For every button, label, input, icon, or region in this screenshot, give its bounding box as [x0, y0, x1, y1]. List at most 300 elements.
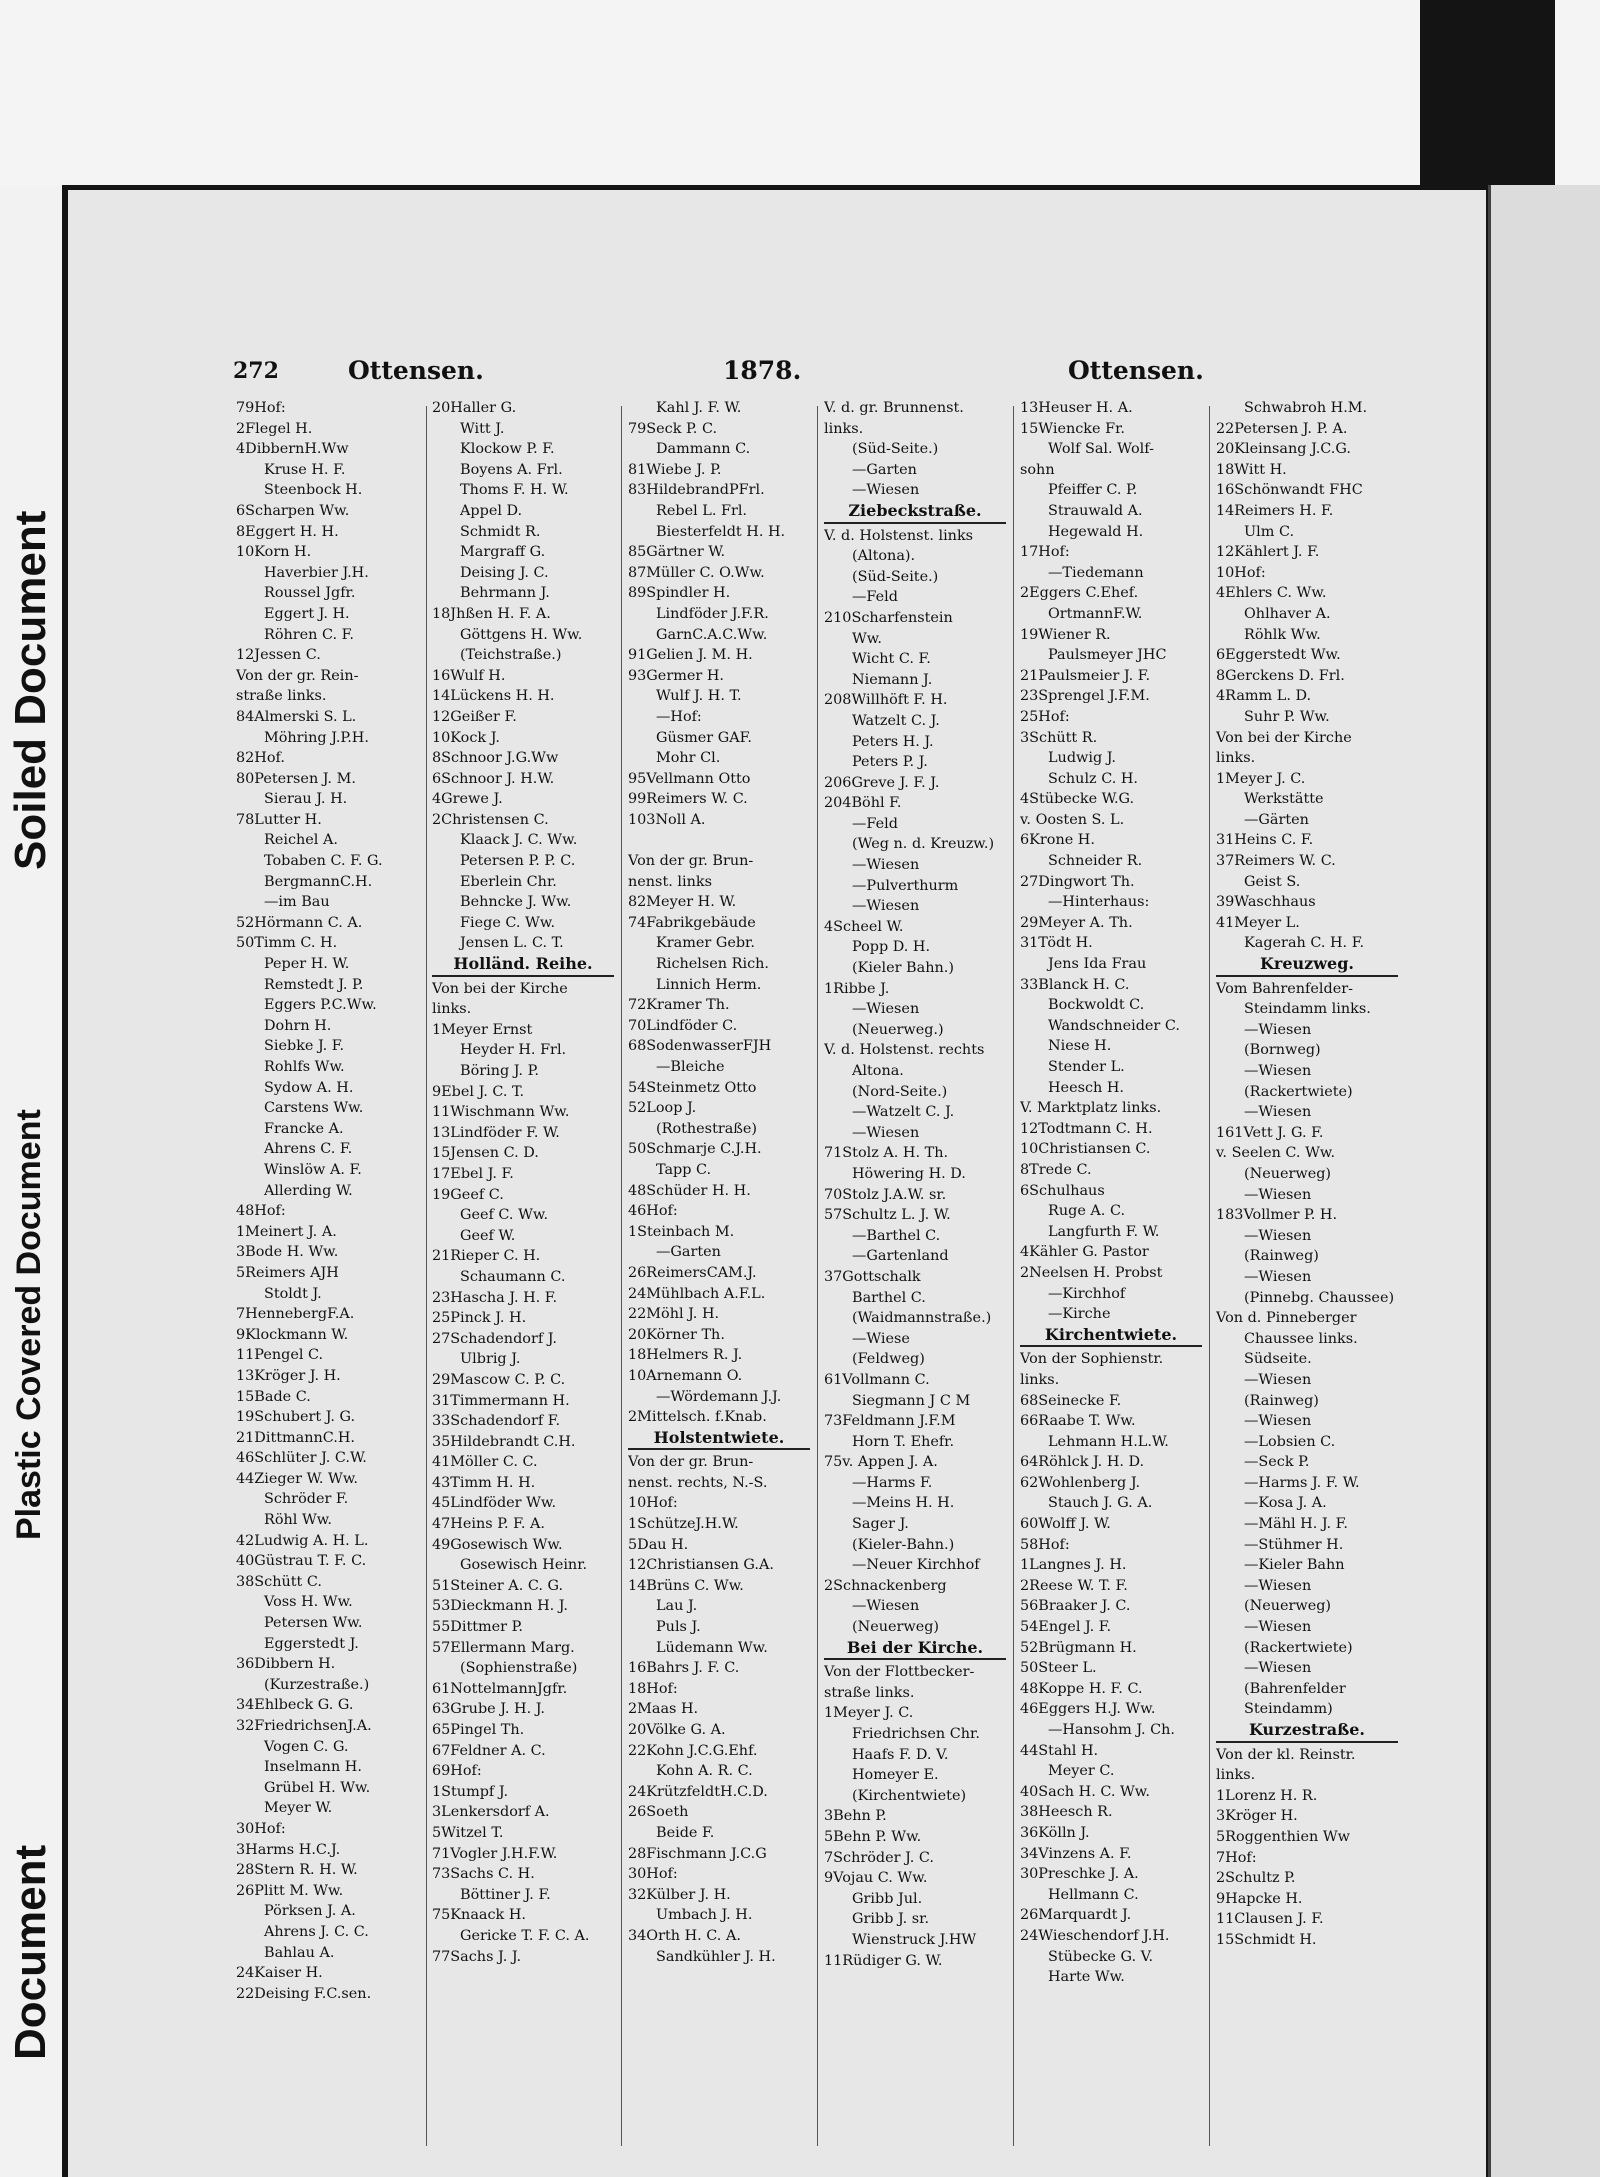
directory-entry: Böring J. P.: [460, 1063, 539, 1079]
directory-entry: (Bahrenfelder: [1244, 1680, 1346, 1697]
directory-entry: Hegewald H.: [1048, 523, 1144, 540]
directory-entry: 17Ebel J. F.: [432, 1165, 514, 1182]
directory-entry: Schmidt R.: [460, 523, 541, 540]
directory-entry: Eberlein Chr.: [460, 873, 557, 890]
column-divider: [426, 406, 427, 2146]
directory-entry: Friedrichsen Chr.: [852, 1726, 980, 1742]
directory-entry: Werkstätte: [1244, 791, 1324, 808]
directory-entry: 12Christiansen G.A.: [628, 1557, 774, 1574]
directory-entry: (Rackertwiete): [1244, 1639, 1353, 1656]
directory-entry: (Rainweg): [1244, 1392, 1319, 1409]
directory-entry: Peper H. W.: [264, 956, 350, 973]
directory-entry: (Weg n. d. Kreuzw.): [852, 836, 995, 853]
directory-entry: 20Haller G.: [432, 400, 517, 416]
directory-entry: —Lobsien C.: [1244, 1433, 1336, 1450]
directory-entry: nenst. links: [628, 873, 712, 890]
directory-entry: 72Kramer Th.: [628, 997, 730, 1014]
directory-entry: 61Vollmann C.: [824, 1371, 930, 1388]
directory-entry: —Wiesen: [1244, 1371, 1312, 1388]
directory-entry: 12Kählert J. F.: [1216, 544, 1320, 561]
directory-entry: Langfurth F. W.: [1048, 1223, 1160, 1240]
directory-entry: 1Lorenz H. R.: [1216, 1787, 1318, 1804]
directory-entry: v. Oosten S. L.: [1020, 811, 1125, 828]
directory-entry: 1Meyer Ernst: [432, 1021, 533, 1038]
directory-entry: 43Timm H. H.: [432, 1474, 536, 1491]
column-divider: [817, 406, 818, 2146]
directory-entry: 27Dingwort Th.: [1020, 873, 1135, 890]
directory-entry: Stübecke G. V.: [1048, 1948, 1154, 1965]
directory-entry: (Teichstraße.): [460, 647, 562, 664]
directory-entry: Schulz C. H.: [1048, 770, 1138, 787]
directory-entry: —Wiesen: [852, 1001, 920, 1018]
directory-entry: 74Fabrikgebäude: [628, 914, 756, 931]
directory-entry: 5Witzel T.: [432, 1824, 504, 1841]
directory-entry: 57Ellermann Marg.: [432, 1639, 575, 1656]
directory-entry: 3Bode H. Ww.: [236, 1244, 339, 1261]
directory-column-2: [432, 398, 614, 2168]
directory-entry: straße links.: [824, 1684, 915, 1701]
directory-entry: Altona.: [852, 1063, 904, 1079]
directory-entry: 9Hapcke H.: [1216, 1890, 1303, 1907]
directory-entry: 31Timmermann H.: [432, 1392, 570, 1409]
directory-entry: Klockow P. F.: [460, 441, 555, 458]
directory-entry: Petersen Ww.: [264, 1615, 363, 1632]
directory-entry: Siebke J. F.: [264, 1038, 345, 1055]
directory-entry: Margraff G.: [460, 544, 546, 561]
directory-entry: 6Schnoor J. H.W.: [432, 770, 555, 787]
directory-entry: 51Steiner A. C. G.: [432, 1577, 564, 1594]
directory-entry: 46Schlüter J. C.W.: [236, 1450, 367, 1467]
directory-entry: v. Seelen C. Ww.: [1216, 1145, 1336, 1162]
directory-entry: Rohlfs Ww.: [264, 1059, 345, 1075]
directory-entry: 78Lutter H.: [236, 811, 322, 828]
directory-entry: 2Flegel H.: [236, 420, 313, 437]
directory-entry: —Wiesen: [1244, 1063, 1312, 1079]
directory-entry: 103Noll A.: [628, 811, 706, 828]
directory-entry: —Watzelt C. J.: [852, 1104, 955, 1121]
directory-entry: links.: [824, 420, 864, 437]
directory-entry: 30Hof:: [236, 1820, 286, 1837]
directory-entry: Ulbrig J.: [460, 1351, 521, 1368]
directory-entry: Grübel H. Ww.: [264, 1779, 371, 1796]
directory-entry: 75v. Appen J. A.: [824, 1454, 938, 1471]
directory-entry: Chaussee links.: [1244, 1330, 1358, 1347]
directory-entry: Ohlhaver A.: [1244, 605, 1331, 622]
directory-entry: 31Heins C. F.: [1216, 832, 1314, 849]
directory-entry: Ulm C.: [1244, 523, 1295, 540]
directory-column-6: [1216, 398, 1398, 2168]
directory-entry: Linnich Herm.: [656, 976, 762, 993]
directory-entry: Gribb Jul.: [852, 1890, 923, 1907]
directory-entry: —Feld: [852, 589, 898, 606]
directory-entry: 10Hof:: [1216, 564, 1266, 581]
directory-entry: 24Wieschendorf J.H.: [1020, 1927, 1170, 1944]
directory-entry: —Wiesen: [1244, 1268, 1312, 1285]
directory-entry: 26Soeth: [628, 1804, 689, 1821]
directory-entry: —Hansohm J. Ch.: [1048, 1722, 1175, 1738]
directory-entry: sohn: [1020, 461, 1055, 478]
directory-entry: 18Jhßen H. F. A.: [432, 605, 551, 622]
directory-entry: Ahrens C. F.: [264, 1141, 353, 1158]
directory-entry: 66Raabe T. Ww.: [1020, 1413, 1136, 1430]
directory-entry: 26ReimersCAM.J.: [628, 1264, 757, 1281]
directory-entry: Heesch H.: [1048, 1079, 1124, 1096]
directory-entry: 52Loop J.: [628, 1100, 697, 1117]
directory-entry: Kohn A. R. C.: [656, 1763, 753, 1780]
directory-entry: Peters P. J.: [852, 754, 928, 771]
directory-entry: 12Todtmann C. H.: [1020, 1120, 1153, 1137]
directory-entry: (Altona).: [852, 548, 916, 565]
directory-entry: 67Feldner A. C.: [432, 1742, 546, 1759]
directory-entry: —Seck P.: [1244, 1454, 1310, 1471]
directory-entry: Allerding W.: [264, 1182, 353, 1199]
directory-entry: 69Hof:: [432, 1763, 482, 1780]
directory-entry: (Neuerweg): [1244, 1598, 1332, 1615]
directory-entry: (Bornweg): [1244, 1042, 1321, 1059]
street-heading: Kreuzweg.: [1216, 954, 1398, 977]
directory-entry: Geist S.: [1244, 873, 1301, 890]
directory-entry: 44Zieger W. Ww.: [236, 1470, 359, 1487]
directory-entry: —Tiedemann: [1048, 564, 1144, 581]
directory-entry: Vom Bahrenfelder-: [1216, 980, 1353, 997]
directory-entry: (Nord-Seite.): [852, 1083, 948, 1100]
directory-entry: Von der Sophienstr.: [1020, 1351, 1164, 1368]
directory-entry: Klaack J. C. Ww.: [460, 832, 578, 849]
directory-entry: 16Schönwandt FHC: [1216, 482, 1363, 499]
directory-entry: 16Wulf H.: [432, 667, 506, 684]
directory-entry: Steenbock H.: [264, 482, 363, 499]
directory-entry: 11Rüdiger G. W.: [824, 1952, 943, 1969]
directory-entry: 29Mascow C. P. C.: [432, 1371, 566, 1388]
directory-entry: Kramer Gebr.: [656, 935, 755, 952]
directory-entry: 63Grube J. H. J.: [432, 1701, 545, 1718]
directory-entry: Von der gr. Rein-: [236, 667, 359, 684]
directory-entry: Richelsen Rich.: [656, 956, 769, 973]
directory-entry: 1SchützeJ.H.W.: [628, 1516, 739, 1533]
directory-entry: 3Harms H.C.J.: [236, 1841, 341, 1858]
directory-entry: 42Ludwig A. H. L.: [236, 1532, 369, 1549]
directory-entry: 22Deising F.C.sen.: [236, 1985, 372, 2002]
directory-entry: 99Reimers W. C.: [628, 791, 748, 808]
directory-entry: 161Vett J. G. F.: [1216, 1124, 1324, 1141]
directory-entry: Jens Ida Frau: [1048, 956, 1147, 973]
directory-entry: —Bleiche: [656, 1059, 725, 1075]
directory-entry: 15Jensen C. D.: [432, 1145, 539, 1162]
directory-entry: 28Fischmann J.C.G: [628, 1845, 767, 1862]
directory-entry: Wandschneider C.: [1048, 1017, 1180, 1034]
directory-entry: Tobaben C. F. G.: [264, 853, 383, 870]
directory-entry: Boyens A. Frl.: [460, 461, 563, 478]
directory-entry: Rebel L. Frl.: [656, 502, 748, 519]
directory-entry: GarnC.A.C.Ww.: [656, 626, 768, 643]
directory-entry: 37Reimers W. C.: [1216, 853, 1336, 870]
directory-entry: (Sophienstraße): [460, 1660, 578, 1677]
directory-entry: 13Kröger J. H.: [236, 1367, 341, 1384]
directory-column-5: [1020, 398, 1202, 2168]
directory-entry: Von der gr. Brun-: [628, 853, 754, 870]
directory-entry: 2Schultz P.: [1216, 1870, 1296, 1887]
directory-entry: 19Wiener R.: [1020, 626, 1111, 643]
directory-entry: Witt J.: [460, 420, 505, 437]
directory-entry: 7Schröder J. C.: [824, 1849, 934, 1866]
directory-entry: Harte Ww.: [1048, 1969, 1125, 1986]
directory-entry: Gribb J. sr.: [852, 1911, 930, 1928]
directory-entry: (Süd-Seite.): [852, 568, 939, 585]
directory-entry: Höwering H. D.: [852, 1165, 966, 1182]
directory-entry: (Kieler-Bahn.): [852, 1536, 955, 1553]
directory-entry: 54Steinmetz Otto: [628, 1079, 757, 1096]
directory-entry: Voss H. Ww.: [264, 1594, 353, 1611]
directory-entry: Ww.: [852, 630, 882, 647]
directory-entry: —Kieler Bahn: [1244, 1557, 1345, 1574]
directory-entry: 6Krone H.: [1020, 832, 1095, 849]
directory-entry: Eggert J. H.: [264, 605, 350, 622]
directory-entry: Lindföder J.F.R.: [656, 605, 769, 622]
directory-entry: 4Scheel W.: [824, 918, 904, 935]
directory-entry: —Wiesen: [1244, 1021, 1312, 1038]
scan-top-margin: [0, 0, 1420, 185]
directory-entry: (Rothestraße): [656, 1120, 758, 1137]
directory-entry: 44Stahl H.: [1020, 1742, 1099, 1759]
directory-entry: 13Heuser H. A.: [1020, 400, 1133, 416]
directory-entry: 28Stern R. H. W.: [236, 1862, 358, 1879]
directory-entry: —Kirchhof: [1048, 1285, 1126, 1302]
directory-entry: Güsmer GAF.: [656, 729, 752, 746]
directory-entry: Hellmann C.: [1048, 1886, 1139, 1903]
page-header: [68, 358, 1486, 398]
directory-entry: Meyer W.: [264, 1800, 333, 1817]
directory-entry: 9Ebel J. C. T.: [432, 1083, 525, 1100]
directory-entry: 26Plitt M. Ww.: [236, 1882, 344, 1899]
directory-entry: —Stühmer H.: [1244, 1536, 1344, 1553]
directory-entry: 26Marquardt J.: [1020, 1907, 1132, 1924]
directory-entry: links.: [1216, 1767, 1256, 1784]
directory-entry: 206Greve J. F. J.: [824, 774, 940, 791]
directory-entry: 50Schmarje C.J.H.: [628, 1141, 762, 1158]
directory-entry: 1Ribbe J.: [824, 980, 890, 997]
directory-entry: Stoldt J.: [264, 1285, 322, 1302]
directory-entry: 27Schadendorf J.: [432, 1330, 557, 1347]
directory-entry: 75Knaack H.: [432, 1907, 526, 1924]
directory-entry: Beide F.: [656, 1824, 715, 1841]
directory-entry: Horn T. Ehefr.: [852, 1433, 955, 1450]
directory-entry: Puls J.: [656, 1619, 701, 1636]
directory-entry: Von bei der Kirche: [432, 980, 568, 997]
directory-entry: OrtmannF.W.: [1048, 605, 1143, 622]
directory-entry: —Wiesen: [1244, 1660, 1312, 1677]
directory-entry: Röhl Ww.: [264, 1512, 332, 1529]
directory-entry: —im Bau: [264, 894, 330, 911]
directory-entry: Von bei der Kirche: [1216, 729, 1352, 746]
directory-entry: Meyer C.: [1048, 1763, 1115, 1780]
directory-entry: 38Heesch R.: [1020, 1804, 1113, 1821]
directory-entry: 91Gelien J. M. H.: [628, 647, 753, 664]
directory-entry: Schröder F.: [264, 1491, 349, 1508]
directory-entry: (Rainweg): [1244, 1248, 1319, 1265]
page-number: 272: [233, 358, 279, 384]
directory-entry: 4Ramm L. D.: [1216, 688, 1312, 705]
directory-entry: 22Petersen J. P. A.: [1216, 420, 1348, 437]
directory-entry: 56Braaker J. C.: [1020, 1598, 1131, 1615]
directory-entry: 1Langnes J. H.: [1020, 1557, 1127, 1574]
directory-entry: (Waidmannstraße.): [852, 1310, 992, 1327]
directory-entry: 30Hof:: [628, 1866, 678, 1883]
directory-entry: Pörksen J. A.: [264, 1903, 356, 1920]
directory-entry: 40Güstrau T. F. C.: [236, 1553, 367, 1570]
directory-entry: —Wiesen: [1244, 1619, 1312, 1636]
directory-entry: Fiege C. Ww.: [460, 914, 556, 931]
street-heading: Ziebeckstraße.: [824, 501, 1006, 524]
directory-entry: 70Lindföder C.: [628, 1017, 738, 1034]
directory-entry: 82Hof.: [236, 750, 285, 767]
directory-entry: 6Scharpen Ww.: [236, 502, 350, 519]
directory-entry: Umbach J. H.: [656, 1907, 753, 1924]
column-divider: [1209, 406, 1210, 2146]
directory-entry: Niese H.: [1048, 1038, 1112, 1055]
directory-entry: Wulf J. H. T.: [656, 688, 742, 705]
directory-entry: Eggerstedt J.: [264, 1635, 359, 1652]
directory-entry: 23Hascha J. H. F.: [432, 1289, 558, 1306]
directory-entry: 4DibbernH.Ww: [236, 441, 349, 458]
directory-entry: Lüdemann Ww.: [656, 1639, 768, 1656]
directory-entry: 1Meyer J. C.: [1216, 770, 1306, 787]
directory-entry: Ruge A. C.: [1048, 1203, 1126, 1220]
directory-entry: —Wiesen: [852, 482, 920, 499]
directory-entry: Bahlau A.: [264, 1944, 335, 1961]
directory-entry: —Barthel C.: [852, 1227, 941, 1244]
directory-entry: 83HildebrandPFrl.: [628, 482, 765, 499]
directory-entry: 36Kölln J.: [1020, 1824, 1090, 1841]
directory-entry: 2Neelsen H. Probst: [1020, 1264, 1163, 1281]
directory-entry: Böttiner J. F.: [460, 1886, 551, 1903]
directory-entry: 52Brügmann H.: [1020, 1639, 1137, 1656]
directory-entry: nenst. rechts, N.-S.: [628, 1474, 768, 1491]
directory-entry: 11Pengel C.: [236, 1347, 324, 1364]
directory-entry: 38Schütt C.: [236, 1573, 322, 1590]
directory-entry: —Wiesen: [1244, 1227, 1312, 1244]
directory-entry: 36Dibbern H.: [236, 1656, 336, 1673]
directory-entry: —Harms F.: [852, 1474, 933, 1491]
directory-entry: 21Rieper C. H.: [432, 1248, 541, 1265]
directory-entry: 3Lenkersdorf A.: [432, 1804, 550, 1821]
directory-entry: Lehmann H.L.W.: [1048, 1433, 1169, 1450]
directory-entry: 6Schulhaus: [1020, 1182, 1105, 1199]
directory-entry: Popp D. H.: [852, 939, 931, 956]
column-divider: [1013, 406, 1014, 2146]
directory-entry: Niemann J.: [852, 671, 933, 688]
directory-entry: 77Sachs J. J.: [432, 1948, 522, 1965]
directory-entry: Thoms F. H. W.: [460, 482, 569, 499]
directory-entry: 58Hof:: [1020, 1536, 1070, 1553]
directory-entry: —Wördemann J.J.: [656, 1388, 782, 1405]
directory-entry: Heyder H. Frl.: [460, 1042, 567, 1059]
directory-entry: 11Wischmann Ww.: [432, 1104, 570, 1121]
directory-entry: 68SodenwasserFJH: [628, 1038, 772, 1055]
directory-entry: —Mähl H. J. F.: [1244, 1516, 1348, 1533]
directory-entry: 13Lindföder F. W.: [432, 1124, 560, 1141]
directory-entry: 210Scharfenstein: [824, 609, 953, 626]
header-city-left: Ottensen.: [348, 356, 484, 385]
directory-entry: —Wiesen: [1244, 1577, 1312, 1594]
street-heading: Holstentwiete.: [628, 1428, 810, 1451]
directory-entry: 19Geef C.: [432, 1186, 504, 1203]
directory-entry: 29Meyer A. Th.: [1020, 914, 1133, 931]
directory-entry: 15Schmidt H.: [1216, 1931, 1317, 1948]
directory-entry: 48Koppe H. F. C.: [1020, 1680, 1143, 1697]
directory-entry: Geef W.: [460, 1227, 516, 1244]
directory-entry: 4Kähler G. Pastor: [1020, 1244, 1149, 1261]
directory-entry: 32FriedrichsenJ.A.: [236, 1718, 372, 1734]
directory-entry: 2Reese W. T. F.: [1020, 1577, 1128, 1594]
directory-entry: Kagerah C. H. F.: [1244, 935, 1365, 952]
directory-entry: 19Schubert J. G.: [236, 1409, 356, 1426]
directory-entry: 24Kaiser H.: [236, 1965, 323, 1982]
side-label-soiled: Soiled Document: [6, 510, 55, 870]
scan-top-right-margin: [1555, 0, 1600, 185]
header-city-right: Ottensen.: [1068, 356, 1204, 385]
side-label-document: Document: [6, 1844, 55, 2060]
directory-entry: links.: [1216, 750, 1256, 767]
directory-entry: 8Gerckens D. Frl.: [1216, 667, 1345, 684]
directory-entry: 14Lückens H. H.: [432, 688, 555, 705]
directory-page: [68, 190, 1486, 2177]
directory-entry: 34Ehlbeck G. G.: [236, 1697, 354, 1714]
directory-entry: V. d. gr. Brunnenst.: [824, 400, 964, 416]
directory-entry: 25Pinck J. H.: [432, 1310, 527, 1327]
directory-entry: —Wiese: [852, 1330, 910, 1347]
directory-entry: —Wiesen: [1244, 1186, 1312, 1203]
directory-entry: 5Roggenthien Ww: [1216, 1828, 1350, 1845]
directory-entry: 85Gärtner W.: [628, 544, 726, 561]
directory-entry: V. d. Holstenst. rechts: [824, 1042, 985, 1059]
directory-entry: Kruse H. F.: [264, 461, 346, 478]
directory-entry: 7Hof:: [1216, 1849, 1257, 1866]
directory-entry: 71Stolz A. H. Th.: [824, 1145, 949, 1162]
directory-entry: (Neuerweg): [852, 1619, 940, 1636]
directory-entry: straße links.: [236, 688, 327, 705]
directory-entry: 32Külber J. H.: [628, 1886, 731, 1903]
directory-entry: —Wiesen: [1244, 1413, 1312, 1430]
street-heading: Kirchentwiete.: [1020, 1325, 1202, 1348]
directory-entry: 20Kleinsang J.C.G.: [1216, 441, 1351, 458]
directory-entry: 25Hof:: [1020, 708, 1070, 725]
directory-entry: 3Schütt R.: [1020, 729, 1098, 746]
directory-entry: 79Hof:: [236, 400, 286, 416]
directory-entry: 12Geißer F.: [432, 708, 517, 725]
directory-entry: Wolf Sal. Wolf-: [1048, 441, 1154, 458]
directory-entry: 55Dittmer P.: [432, 1619, 523, 1636]
directory-entry: (Kieler Bahn.): [852, 960, 954, 977]
directory-entry: 71Vogler J.H.F.W.: [432, 1845, 558, 1862]
directory-entry: 73Feldmann J.F.M: [824, 1413, 956, 1430]
directory-entry: Reichel A.: [264, 832, 338, 849]
directory-entry: Sydow A. H.: [264, 1079, 354, 1096]
directory-entry: Schneider R.: [1048, 853, 1143, 870]
directory-entry: 87Müller C. O.Ww.: [628, 564, 765, 581]
directory-entry: 31Tödt H.: [1020, 935, 1093, 952]
directory-entry: Watzelt C. J.: [852, 712, 940, 729]
directory-entry: Suhr P. Ww.: [1244, 708, 1330, 725]
directory-entry: Geef C. Ww.: [460, 1207, 549, 1224]
directory-entry: 8Eggert H. H.: [236, 523, 339, 540]
directory-entry: Petersen P. P. C.: [460, 853, 576, 870]
directory-entry: (Süd-Seite.): [852, 441, 939, 458]
directory-entry: 6Eggerstedt Ww.: [1216, 647, 1341, 664]
directory-entry: 33Blanck H. C.: [1020, 976, 1130, 993]
directory-entry: Von der kl. Reinstr.: [1216, 1746, 1356, 1763]
directory-entry: 34Vinzens A. F.: [1020, 1845, 1132, 1862]
directory-column-4: [824, 398, 1006, 2168]
